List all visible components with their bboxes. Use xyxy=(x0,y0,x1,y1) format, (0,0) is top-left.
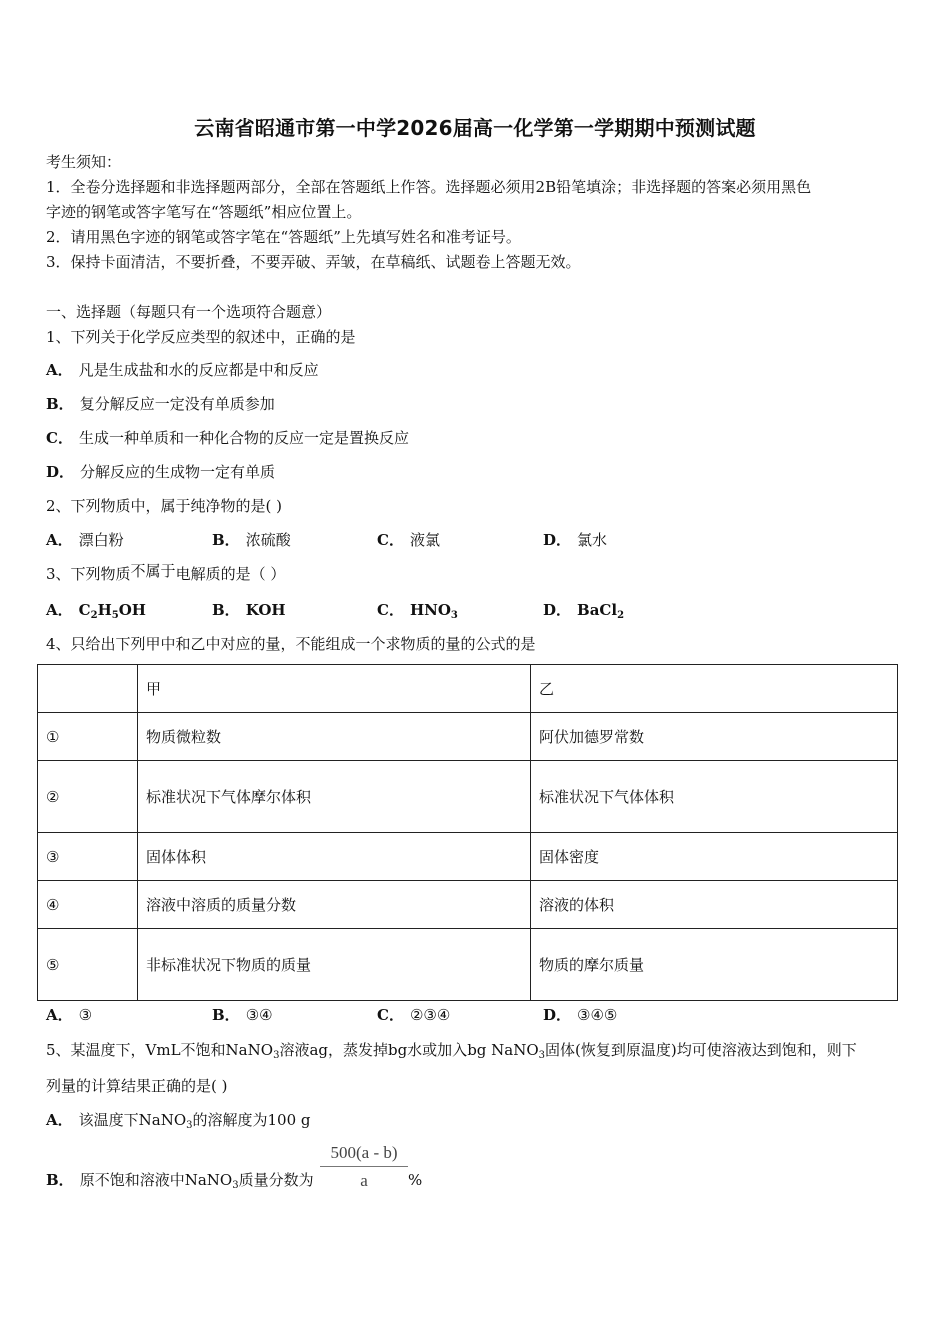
fraction-formula xyxy=(320,1143,408,1191)
q3-option-a: A． $C_2H_5OH$ xyxy=(46,601,146,621)
page-title: 云南省昭通市第一中学2026届高一化学第一学期期中预测试题 xyxy=(194,116,756,140)
table-header-row xyxy=(38,665,898,713)
q4-stem: 4、只给出下列甲中和乙中对应的量，不能组成一个求物质的量的公式的是 xyxy=(46,635,536,653)
q1-option-a: A． 凡是生成盐和水的反应都是中和反应 xyxy=(46,361,319,379)
table-cell: 标准状况下气体摩尔体积 xyxy=(138,761,531,833)
q2-option-b: B． 浓硫酸 xyxy=(212,531,291,549)
q4-option-d: D． ③④⑤ xyxy=(543,1006,618,1024)
table-cell: 阿伏加德罗常数 xyxy=(531,713,898,761)
table-cell: ② xyxy=(38,761,138,833)
q4-table xyxy=(37,664,898,1001)
section-heading: 一、选择题（每题只有一个选项符合题意） xyxy=(46,303,332,321)
fraction-denominator: a xyxy=(360,1171,368,1190)
q5-stem-line-2: 列量的计算结果正确的是( ) xyxy=(46,1077,228,1095)
table-cell: ③ xyxy=(38,833,138,881)
fraction-numerator: 500(a - b) xyxy=(320,1143,408,1167)
q3-stem-emphasis: 不属于 xyxy=(130,562,176,580)
q2-option-d: D． 氯水 xyxy=(543,531,608,549)
q2-option-a: A． 漂白粉 xyxy=(46,531,124,549)
table-cell: 物质的摩尔质量 xyxy=(531,929,898,1001)
notice-line-1a: 1．全卷分选择题和非选择题两部分，全部在答题纸上作答。选择题必须用2B铅笔填涂；非选择题的答案必须用黑色 xyxy=(46,178,812,196)
q5-option-b: B． 原不饱和溶液中NaNO$_3$质量分数为 xyxy=(46,1171,314,1191)
table-cell: ④ xyxy=(38,881,138,929)
table-cell: 物质微粒数 xyxy=(138,713,531,761)
table-cell: ⑤ xyxy=(38,929,138,1001)
table-cell: ① xyxy=(38,713,138,761)
table-cell: 标准状况下气体体积 xyxy=(531,761,898,833)
table-cell: 固体体积 xyxy=(138,833,531,881)
table-row xyxy=(38,929,898,1001)
notice-heading: 考生须知： xyxy=(46,153,122,171)
table-header-yi: 乙 xyxy=(531,665,898,713)
table-row xyxy=(38,761,898,833)
q4-option-c: C． ②③④ xyxy=(377,1006,451,1024)
notice-line-2: 2．请用黑色字迹的钢笔或答字笔在“答题纸”上先填写姓名和准考证号。 xyxy=(46,228,521,246)
table-header-jia: 甲 xyxy=(138,665,531,713)
q2-option-c: C． 液氯 xyxy=(377,531,440,549)
table-row xyxy=(38,833,898,881)
table-cell: 溶液中溶质的质量分数 xyxy=(138,881,531,929)
q4-option-a: A． ③ xyxy=(46,1006,93,1024)
notice-line-1b: 字迹的钢笔或答字笔写在“答题纸”相应位置上。 xyxy=(46,203,362,221)
q3-option-d: D． BaCl$_2$ xyxy=(543,601,625,621)
q3-option-b: B． KOH xyxy=(212,601,286,619)
q1-option-c: C． 生成一种单质和一种化合物的反应一定是置换反应 xyxy=(46,429,409,447)
table-cell: 溶液的体积 xyxy=(531,881,898,929)
q1-stem: 1、下列关于化学反应类型的叙述中，正确的是 xyxy=(46,328,356,346)
q5-option-a: A． 该温度下NaNO$_3$的溶解度为100 g xyxy=(46,1111,311,1131)
table-cell: 固体密度 xyxy=(531,833,898,881)
percent-sign: % xyxy=(408,1171,423,1189)
q3-stem: 3、下列物质不属于电解质的是（ ） xyxy=(46,562,286,583)
q1-option-d: D． 分解反应的生成物一定有单质 xyxy=(46,463,276,481)
q2-stem: 2、下列物质中，属于纯净物的是( ) xyxy=(46,497,283,515)
q5-stem-line-1: 5、某温度下，VmL不饱和NaNO$_3$溶液ag，蒸发掉bg水或加入bg NaNO$_3$固体(恢复到原温度)均可使溶液达到饱和，则下 xyxy=(46,1041,857,1061)
q4-option-b: B． ③④ xyxy=(212,1006,273,1024)
notice-line-3: 3．保持卡面清洁，不要折叠，不要弄破、弄皱，在草稿纸、试题卷上答题无效。 xyxy=(46,253,581,271)
table-cell xyxy=(38,665,138,713)
table-cell: 非标准状况下物质的质量 xyxy=(138,929,531,1001)
q1-option-b: B． 复分解反应一定没有单质参加 xyxy=(46,395,275,413)
table-row xyxy=(38,881,898,929)
q3-option-c: C． $HNO_3$ xyxy=(377,601,458,621)
table-row xyxy=(38,713,898,761)
